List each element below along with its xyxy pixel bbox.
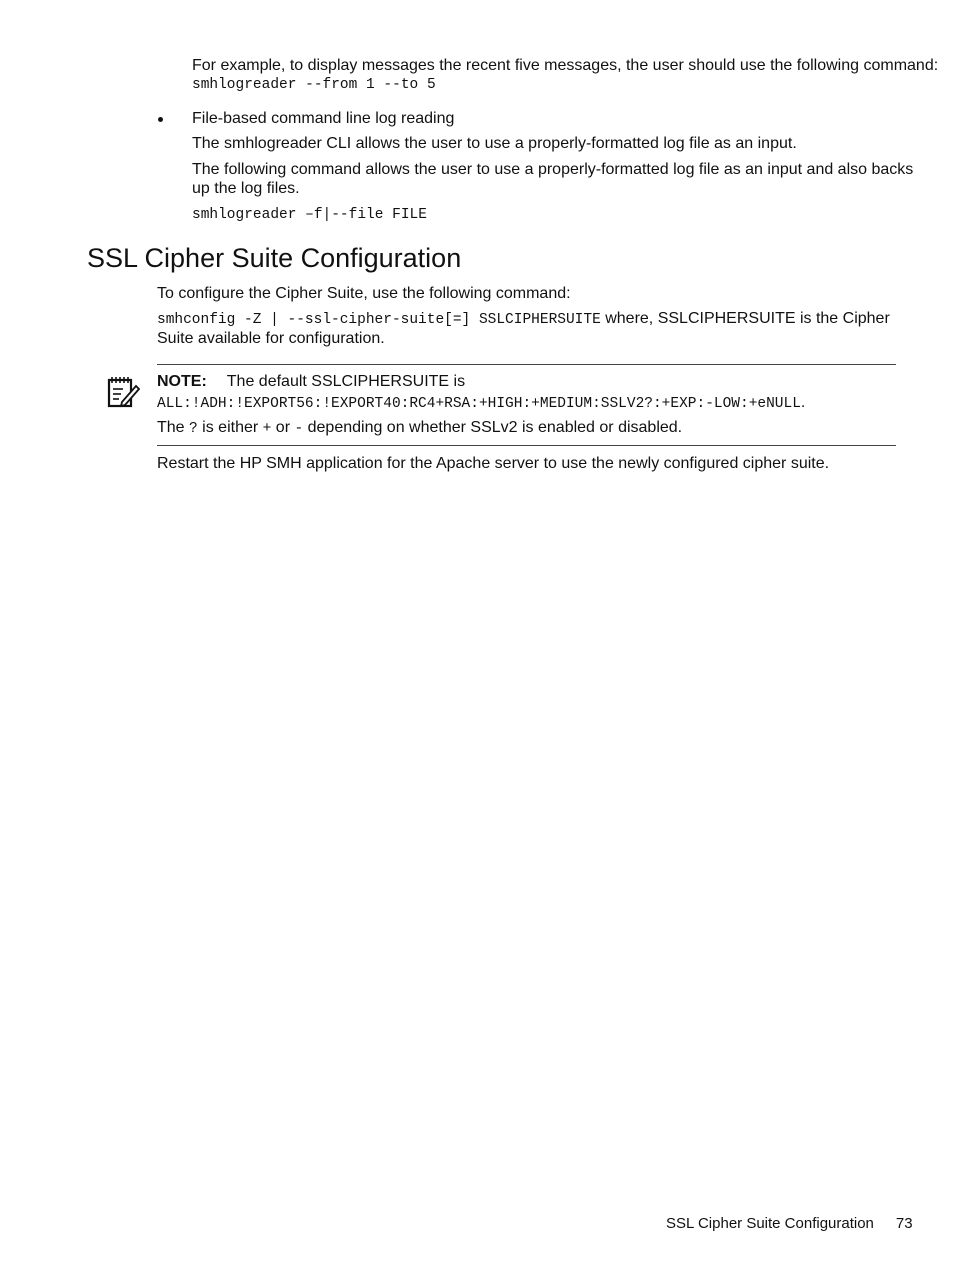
config-command-tail: where, SSLCIPHERSUITE is the Cipher	[600, 310, 890, 327]
page-footer	[666, 1215, 913, 1232]
bullet-marker	[158, 117, 163, 122]
note-line2-c: or	[271, 419, 295, 436]
note-second-line	[157, 418, 682, 439]
note-bottom-rule	[157, 445, 896, 446]
example-command: smhlogreader --from 1 --to 5	[192, 77, 436, 93]
section-intro: To configure the Cipher Suite, use the following command:	[157, 285, 571, 302]
config-command-line	[157, 309, 890, 330]
note-minus: -	[294, 421, 304, 437]
page-number: 73	[895, 1215, 913, 1232]
note-value-period: .	[800, 394, 806, 411]
note-question-mark: ?	[189, 421, 198, 437]
note-first-line	[157, 372, 465, 392]
note-icon	[106, 375, 140, 409]
config-command-line2: Suite available for configuration.	[157, 330, 385, 347]
closing-text: Restart the HP SMH application for the Apache server to use the newly configured cipher suite.	[157, 455, 830, 472]
config-command: smhconfig -Z | --ssl-cipher-suite[=] SSLCIPHERSUITE	[157, 312, 601, 328]
cipher-suite-value: ALL:!ADH:!EXPORT56:!EXPORT40:RC4+RSA:+HIGH:+MEDIUM:SSLV2?:+EXP:-LOW:+eNULL	[157, 396, 801, 412]
note-top-rule	[157, 364, 896, 365]
file-command: smhlogreader –f|--file FILE	[192, 207, 427, 223]
bullet-paragraph-2-line2: up the log files.	[192, 180, 300, 197]
note-line2-b: is either	[197, 419, 263, 436]
note-line2-d: depending on whether SSLv2 is enabled or disabled.	[303, 419, 683, 436]
note-label: NOTE:	[157, 373, 207, 390]
footer-title: SSL Cipher Suite Configuration	[666, 1215, 874, 1232]
bullet-paragraph-2-line1: The following command allows the user to use a properly-formatted log file as an input and also backs	[192, 161, 914, 178]
note-text: The default SSLCIPHERSUITE is	[226, 373, 466, 390]
example-text: For example, to display messages the recent five messages, the user should use the following command:	[192, 57, 939, 74]
note-value-line	[157, 393, 805, 414]
bullet-paragraph-1: The smhlogreader CLI allows the user to use a properly-formatted log file as an input.	[192, 135, 797, 152]
bullet-title: File-based command line log reading	[192, 110, 455, 127]
note-line2-a: The	[157, 419, 190, 436]
section-heading: SSL Cipher Suite Configuration	[87, 243, 462, 273]
note-plus: +	[262, 421, 272, 437]
